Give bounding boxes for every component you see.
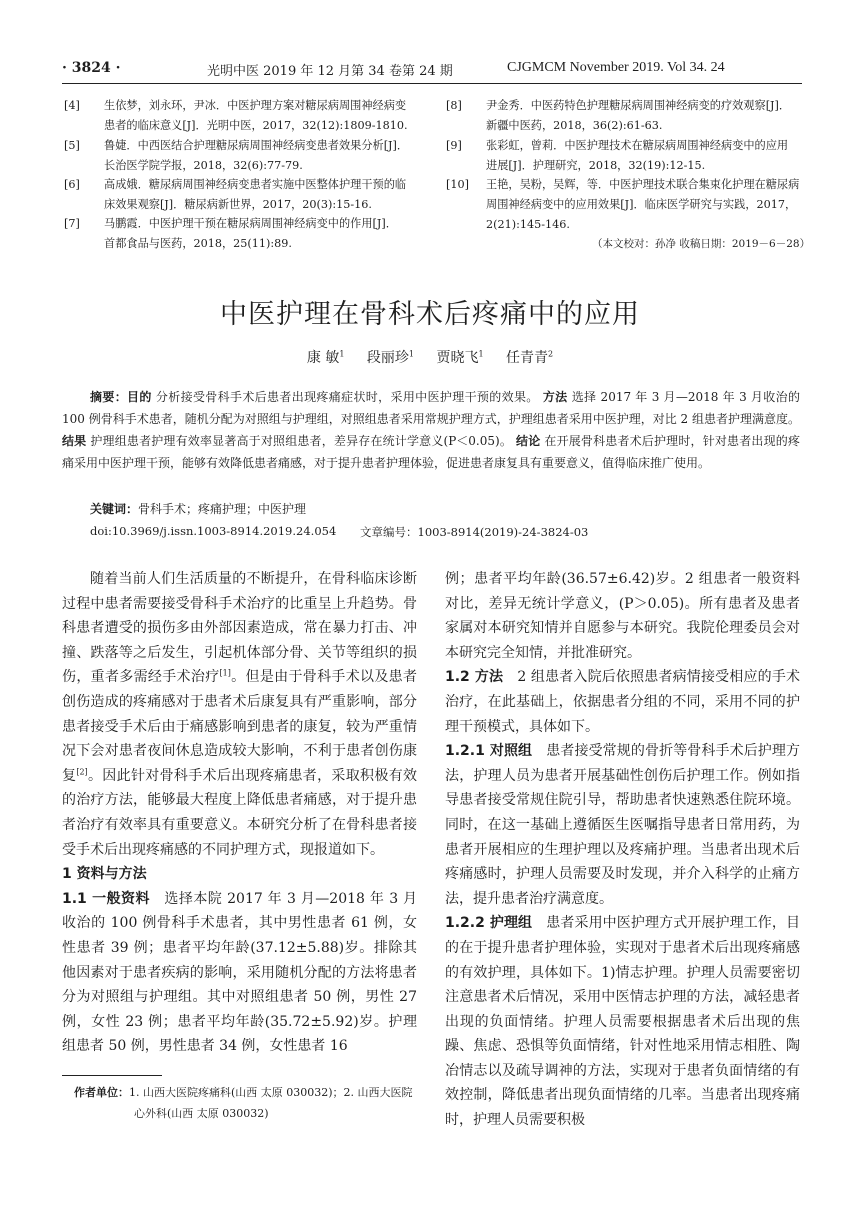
- paragraph: 例；患者平均年龄(36.57±6.42)岁。2 组患者一般资料对比，差异无统计学意义，(P＞0.05)。所有患者及患者家属对本研究知情并自愿参与本研究。我院伦理委员会对本研究完全知情，并批准研究。: [445, 571, 800, 661]
- reference-line: 周围神经病变中的应用效果[J]．临床医学研究与实践，2017，: [486, 198, 797, 211]
- author: 段丽珍$^1$: [366, 349, 414, 366]
- reference-line: 患者的临床意义[J]．光明中医，2017，32(12):1809-1810.: [104, 119, 408, 132]
- reference-number: [10]: [446, 178, 469, 191]
- paragraph: 1.2.2 护理组 患者采用中医护理方式开展护理工作，目的在于提升患者护理体验，实现对于患者术后出现疼痛感的有效护理，具体如下。1)情志护理。护理人员需要密切注意患者术后情况，采用中医情志护理的方法，减轻患者出现的负面情绪。护理人员需要根据患者术后出现的焦躁、焦虑、恐惧等负面情绪，针对性地采用情志相胜、陶冶情志以及疏导调神的方法，实现对于患者负面情绪的有效控制，降低患者出现负面情绪的几率。当患者出现疼痛时，护理人员需要积极: [445, 915, 801, 1129]
- reference-line: 长治医学院学报，2018，32(6):77-79.: [104, 159, 303, 172]
- page-number: · 3824 ·: [62, 60, 121, 76]
- reference-line: 2(21):145-146.: [486, 218, 570, 231]
- author-affiliation: [74, 1082, 434, 1124]
- article-number: 文章编号：1003-8914(2019)-24-3824-03: [360, 525, 589, 539]
- affiliation-label: 作者单位：: [74, 1086, 129, 1099]
- reference-line: 生依梦，刘永环，尹冰．中医护理方案对糖尿病周围神经病变: [104, 99, 407, 112]
- citation: [2]: [76, 767, 88, 777]
- author: 任青青$^2$: [506, 349, 554, 366]
- affiliation-line: 心外科(山西 太原 030032): [134, 1107, 269, 1120]
- article-title: 中医护理在骨科术后疼痛中的应用: [220, 299, 640, 330]
- keywords: [90, 500, 306, 517]
- footnote-rule: [62, 1075, 162, 1076]
- abstract-results: 护理组患者护理有效率显著高于对照组患者，差异存在统计学意义(P＜0.05)。: [90, 434, 513, 448]
- author-list: [0, 347, 860, 367]
- doi-line: [90, 524, 589, 539]
- header-rule: [62, 83, 802, 84]
- reference-line: 鲁婕．中西医结合护理糖尿病周围神经病变患者效果分析[J]．: [104, 139, 409, 152]
- reference-number: [4]: [64, 99, 80, 112]
- reference-line: 尹金秀．中医药特色护理糖尿病周围神经病变的疗效观察[J]．: [486, 99, 791, 112]
- reference-line: 张彩虹，曾莉．中医护理技术在糖尿病周围神经病变中的应用: [486, 139, 789, 152]
- journal-name: 光明中医 2019 年 12 月第 34 卷第 24 期: [207, 64, 453, 79]
- keywords-label: 关键词：: [90, 502, 139, 516]
- abstract-conclusion: 在开展骨科患者术后护理时，针对患者出现的疼痛采用中医护理干预，能够有效降低患者痛感，对于提升患者护理体验，促进患者康复具有重要意义，值得临床推广使用。: [62, 434, 800, 470]
- reference-number: [6]: [64, 178, 80, 191]
- proofread-note: （本文校对：孙净 收稿日期：2019－6－28）: [592, 238, 811, 250]
- reference-number: [8]: [446, 99, 462, 112]
- reference-line: 首都食品与医药，2018，25(11):89.: [104, 237, 292, 250]
- reference-number: [5]: [64, 139, 80, 152]
- paragraph: 1.1 一般资料 选择本院 2017 年 3 月—2018 年 3 月收治的 100 例骨科手术患者，其中男性患者 61 例，女性患者 39 例；患者平均年龄(37.12±5.88)岁。排除其他因素对于患者疾病的影响，采用随机分配的方法将患者分为对照组与护理组。其中对照组患者 50 例，男性 27 例，女性 23 例；患者平均年龄(35.72±5.92)岁。护理组患者 50 例，男性患者 34 例，女性患者 16: [62, 890, 417, 1055]
- reference-item: [64, 175, 424, 215]
- abstract-methods: 选择 2017 年 3 月—2018 年 3 月收治的 100 例骨科手术患者，随机分配为对照组与护理组，对照组患者采用常规护理方式，护理组患者采用中医护理，对比 2 组患者护理满意度。: [62, 390, 800, 426]
- conclusion-label: 结论: [516, 434, 541, 448]
- body-column-left: [62, 567, 417, 1059]
- reference-number: [9]: [446, 139, 462, 152]
- journal-name-en: CJGMCM November 2019. Vol 34. 24: [507, 60, 725, 75]
- abstract-objective: 分析接受骨科手术后患者出现疼痛症状时，采用中医护理干预的效果。: [155, 390, 539, 404]
- intro-paragraph: 随着当前人们生活质量的不断提升，在骨科临床诊断过程中患者需要接受骨科手术治疗的比重呈上升趋势。骨科患者遭受的损伤多由外部因素造成，常在暴力打击、冲撞、跌落等之后发生，引起机体部分骨、关节等组织的损伤，重者多需经手术治疗[1]。但是由于骨科手术以及患者创伤造成的疼痛感对于患者术后康复具有严重影响，部分患者接受手术后由于痛感影响到患者的康复，较为严重情况下会对患者夜间休息造成较大影响，不利于患者创伤康复[2]。因此针对骨科手术后出现疼痛患者，采取积极有效的治疗方法，能够最大程度上降低患者痛感，对于提升患者治疗有效率具有重要意义。本研究分析了在骨科患者接受手术后出现疼痛感的不同护理方式，现报道如下。: [62, 571, 418, 858]
- running-header: [62, 60, 802, 82]
- author: 康 敏$^1$: [306, 349, 345, 366]
- reference-item: [446, 175, 806, 235]
- abstract: [62, 386, 800, 474]
- reference-number: [7]: [64, 217, 80, 230]
- reference-line: 新疆中医药，2018，36(2):61-63.: [486, 119, 663, 132]
- affiliation-line: 1. 山西大医院疼痛科(山西 太原 030032)；2. 山西大医院: [129, 1086, 413, 1099]
- doi: doi:10.3969/j.issn.1003-8914.2019.24.054: [90, 524, 337, 538]
- reference-line: 床效果观察[J]．糖尿病新世界，2017，20(3):15-16.: [104, 198, 372, 211]
- methods-label: 方法: [542, 390, 568, 404]
- subsection-heading: 1.2.1 对照组: [445, 743, 533, 760]
- citation: [1]: [219, 668, 231, 678]
- section-heading: 1 资料与方法: [62, 866, 147, 883]
- reference-item: [446, 136, 806, 176]
- reference-line: 王艳，吴粉，吴辉，等．中医护理技术联合集束化护理在糖尿病: [486, 178, 800, 191]
- reference-item: [64, 136, 424, 176]
- body-column-right: [445, 567, 800, 1133]
- reference-item: [64, 214, 424, 254]
- author: 贾晓飞$^1$: [436, 349, 484, 366]
- reference-item: [446, 96, 806, 136]
- subsection-heading: 1.1 一般资料: [62, 890, 150, 907]
- subsection-heading: 1.2.2 护理组: [445, 915, 533, 932]
- abstract-label: 摘要：目的: [90, 390, 152, 404]
- subsection-heading: 1.2 方法: [445, 669, 504, 686]
- results-label: 结果: [62, 434, 87, 448]
- reference-item: [64, 96, 424, 136]
- paragraph: 1.2.1 对照组 患者接受常规的骨折等骨科手术后护理方法，护理人员为患者开展基础性创伤后护理工作。例如指导患者接受常规住院引导，帮助患者快速熟悉住院环境。同时，在这一基础上遵循医生医嘱指导患者日常用药，为患者开展相应的生理护理以及疼痛护理。当患者出现术后疼痛感时，护理人员需要及时发现，并介入科学的止痛方法，提升患者治疗满意度。: [445, 743, 801, 907]
- reference-line: 进展[J]．护理研究，2018，32(19):12-15.: [486, 159, 706, 172]
- reference-line: 马鹏霞．中医护理干预在糖尿病周围神经病变中的作用[J]．: [104, 217, 397, 230]
- keywords-text: 骨科手术；疼痛护理；中医护理: [138, 502, 307, 516]
- paragraph: 1.2 方法 2 组患者入院后依照患者病情接受相应的手术治疗，在此基础上，依据患者分组的不同，采用不同的护理干预模式，具体如下。: [445, 669, 800, 735]
- reference-line: 高成娥．糖尿病周围神经病变患者实施中医整体护理干预的临: [104, 178, 407, 191]
